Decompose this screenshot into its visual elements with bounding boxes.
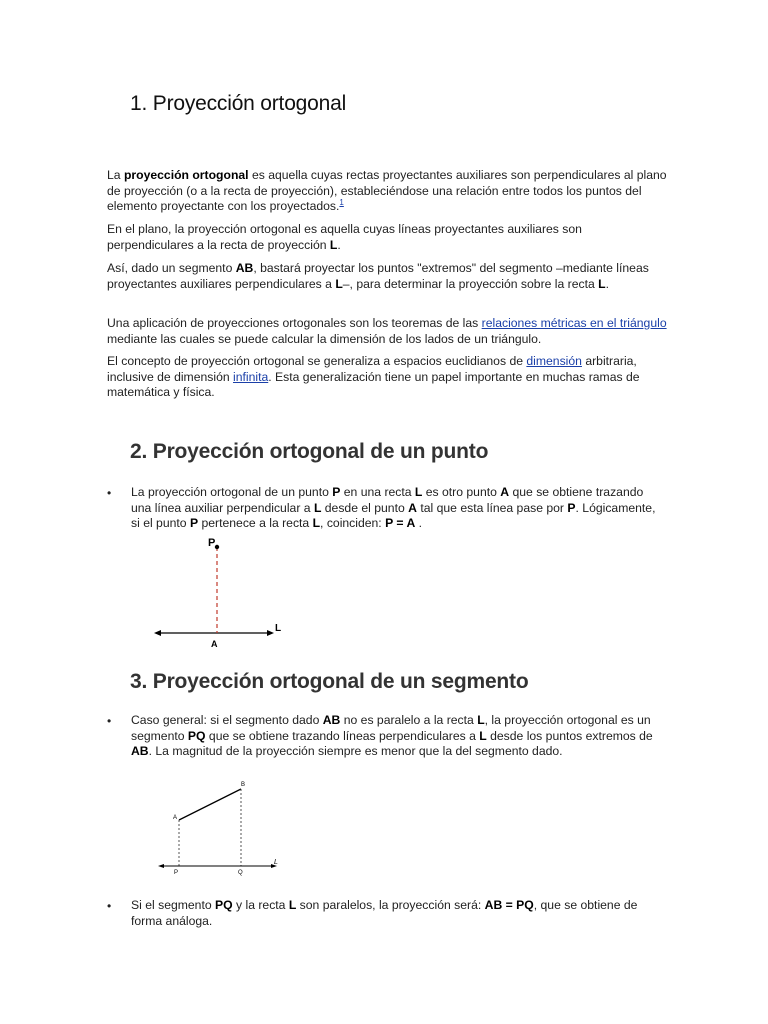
bullet-marker: •: [107, 714, 112, 728]
line-l-arrow-left: [154, 630, 161, 636]
paragraph-plane: En el plano, la proyección ortogonal es aquella cuyas líneas proyectantes auxiliares son perpendiculares a la recta de proyección L.: [107, 222, 582, 252]
paragraph-segment: Así, dado un segmento AB, bastará proyectar los puntos "extremos" del segmento –mediante líneas proyectantes auxiliares perpendiculares a L–, para determinar la proyección sobre la recta L.: [107, 261, 649, 291]
bullet-point-parallel-case: Si el segmento PQ y la recta L son paralelos, la proyección será: AB = PQ, que se obtiene de forma análoga.: [131, 898, 638, 928]
label-l: L: [274, 859, 278, 866]
link-infinita[interactable]: infinita: [233, 369, 269, 384]
link-relaciones-metricas[interactable]: relaciones métricas en el triángulo: [481, 316, 667, 330]
bullet-marker: •: [107, 899, 112, 913]
bullet-marker: •: [107, 486, 112, 500]
label-a: A: [211, 639, 218, 649]
paragraph-generalization: El concepto de proyección ortogonal se generaliza a espacios euclidianos de dimensión arbitraria, inclusive de dimensión infinita. Esta generalización tiene un papel importante en muchas ramas de matemática y física.: [107, 354, 640, 399]
label-b: B: [241, 782, 246, 788]
label-a: A: [173, 815, 178, 821]
segment-ab: [179, 789, 241, 820]
point-projection-figure: [150, 533, 295, 653]
line-l-arrow-left: [158, 864, 164, 868]
link-dimension[interactable]: dimensión: [526, 354, 582, 368]
label-p: P: [208, 537, 216, 549]
label-p: P: [174, 870, 179, 876]
footnote-ref-link[interactable]: 1: [339, 197, 344, 207]
point-p: [215, 545, 219, 549]
label-q: Q: [238, 870, 243, 876]
line-l-arrow-right: [267, 630, 274, 636]
section2-heading: 2. Proyección ortogonal de un punto: [130, 440, 489, 463]
section3-heading: 3. Proyección ortogonal de un segmento: [130, 670, 529, 693]
section1-heading: 1. Proyección ortogonal: [130, 92, 347, 115]
bullet-point-general-case: Caso general: si el segmento dado AB no es paralelo a la recta L, la proyección ortogonal es un segmento PQ que se obtiene trazando líneas perpendiculares a L desde los puntos extremos de AB. La magnitud de la proyección siempre es menor que la del segmento dado.: [131, 713, 653, 758]
paragraph-definition: La proyección ortogonal es aquella cuyas rectas proyectantes auxiliares son perpendiculares al plano de proyección (o a la recta de proyección), estableciéndose una relación entre todos los puntos del elemento proyectante con los proyectados.$^1$: [107, 168, 667, 213]
label-l: L: [275, 623, 282, 634]
paragraph-application: Una aplicación de proyecciones ortogonales son los teoremas de las relaciones métricas en el triángulo mediante las cuales se puede calcular la dimensión de los lados de un triángulo.: [107, 316, 667, 346]
segment-projection-figure: [155, 778, 290, 878]
bullet-point-projection: La proyección ortogonal de un punto P en una recta L es otro punto A que se obtiene trazando una línea auxiliar perpendicular a L desde el punto A tal que esta línea pase por P. Lógicamente, si el punto P pertenece a la recta L, coinciden: P = A .: [131, 485, 656, 530]
